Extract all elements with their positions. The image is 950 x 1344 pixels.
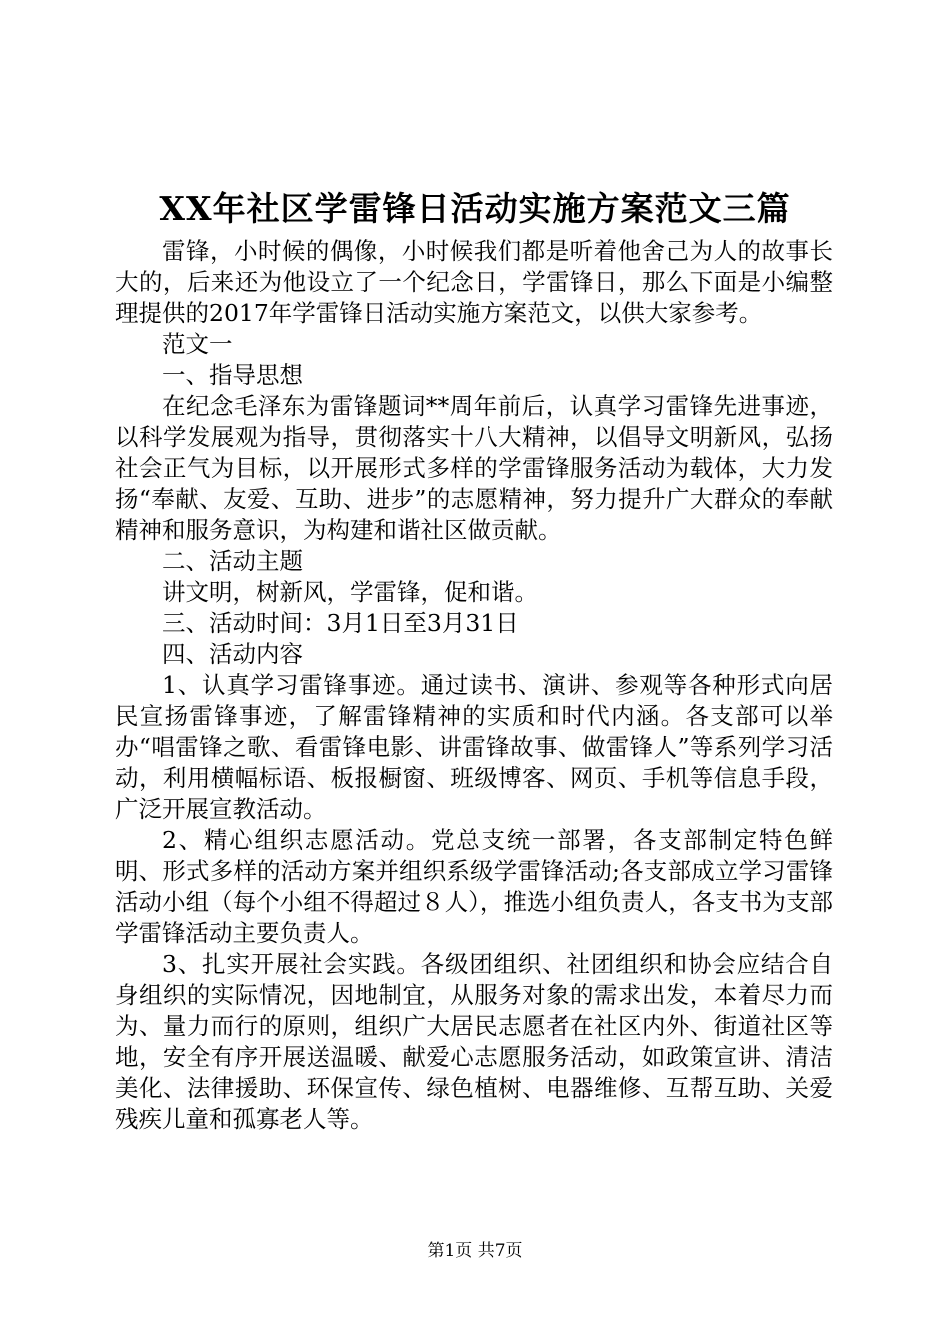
section-heading-activity-theme: 二、活动主题 [162, 547, 303, 575]
guiding-ideology-paragraph: 在纪念毛泽东为雷锋题词**周年前后，认真学习雷锋先进事迹，以科学发展观为指导，贯彻落实十八大精神，以倡导文明新风，弘扬社会正气为目标，以开展形式多样的学雷锋服务活动为载体，大力发扬“奉献、友爱、互助、进步”的志愿精神，努力提升广大群众的奉献精神和服务意识，为构建和谐社区做贡献。 [115, 392, 833, 544]
activity-content-item-3: 3、扎实开展社会实践。各级团组织、社团组织和协会应结合自身组织的实际情况，因地制宜，从服务对象的需求出发，本着尽力而为、量力而行的原则，组织广大居民志愿者在社区内外、街道社区等地，安全有序开展送温暖、献爱心志愿服务活动，如政策宣讲、清洁美化、法律援助、环保宣传、绿色植树、电器维修、互帮互助、关爱残疾儿童和孤寡老人等。 [115, 950, 833, 1133]
document-title: XX年社区学雷锋日活动实施方案范文三篇 [159, 189, 791, 228]
activity-theme-paragraph: 讲文明，树新风，学雷锋，促和谐。 [162, 578, 538, 606]
section-heading-guiding-ideology: 一、指导思想 [162, 361, 303, 389]
document-body [115, 236, 833, 1135]
activity-content-item-2: 2、精心组织志愿活动。党总支统一部署，各支部制定特色鲜明、形式多样的活动方案并组织系级学雷锋活动;各支部成立学习雷锋活动小组（每个小组不得超过８人），推选小组负责人，各支书为支部学雷锋活动主要负责人。 [115, 826, 833, 947]
section-heading-sample-one: 范文一 [162, 330, 233, 358]
intro-paragraph: 雷锋，小时候的偶像，小时候我们都是听着他舍己为人的故事长大的，后来还为他设立了一个纪念日，学雷锋日，那么下面是小编整理提供的2017年学雷锋日活动实施方案范文，以供大家参考。 [115, 237, 833, 327]
section-heading-activity-time: 三、活动时间：3月1日至3月31日 [162, 609, 519, 637]
activity-content-item-1: 1、认真学习雷锋事迹。通过读书、演讲、参观等各种形式向居民宣扬雷锋事迹，了解雷锋精神的实质和时代内涵。各支部可以举办“唱雷锋之歌、看雷锋电影、讲雷锋故事、做雷锋人”等系列学习活动，利用横幅标语、板报橱窗、班级博客、网页、手机等信息手段，广泛开展宣教活动。 [115, 671, 833, 823]
page-number-footer: 第1页 共7页 [427, 1241, 523, 1261]
section-heading-activity-content: 四、活动内容 [162, 640, 303, 668]
